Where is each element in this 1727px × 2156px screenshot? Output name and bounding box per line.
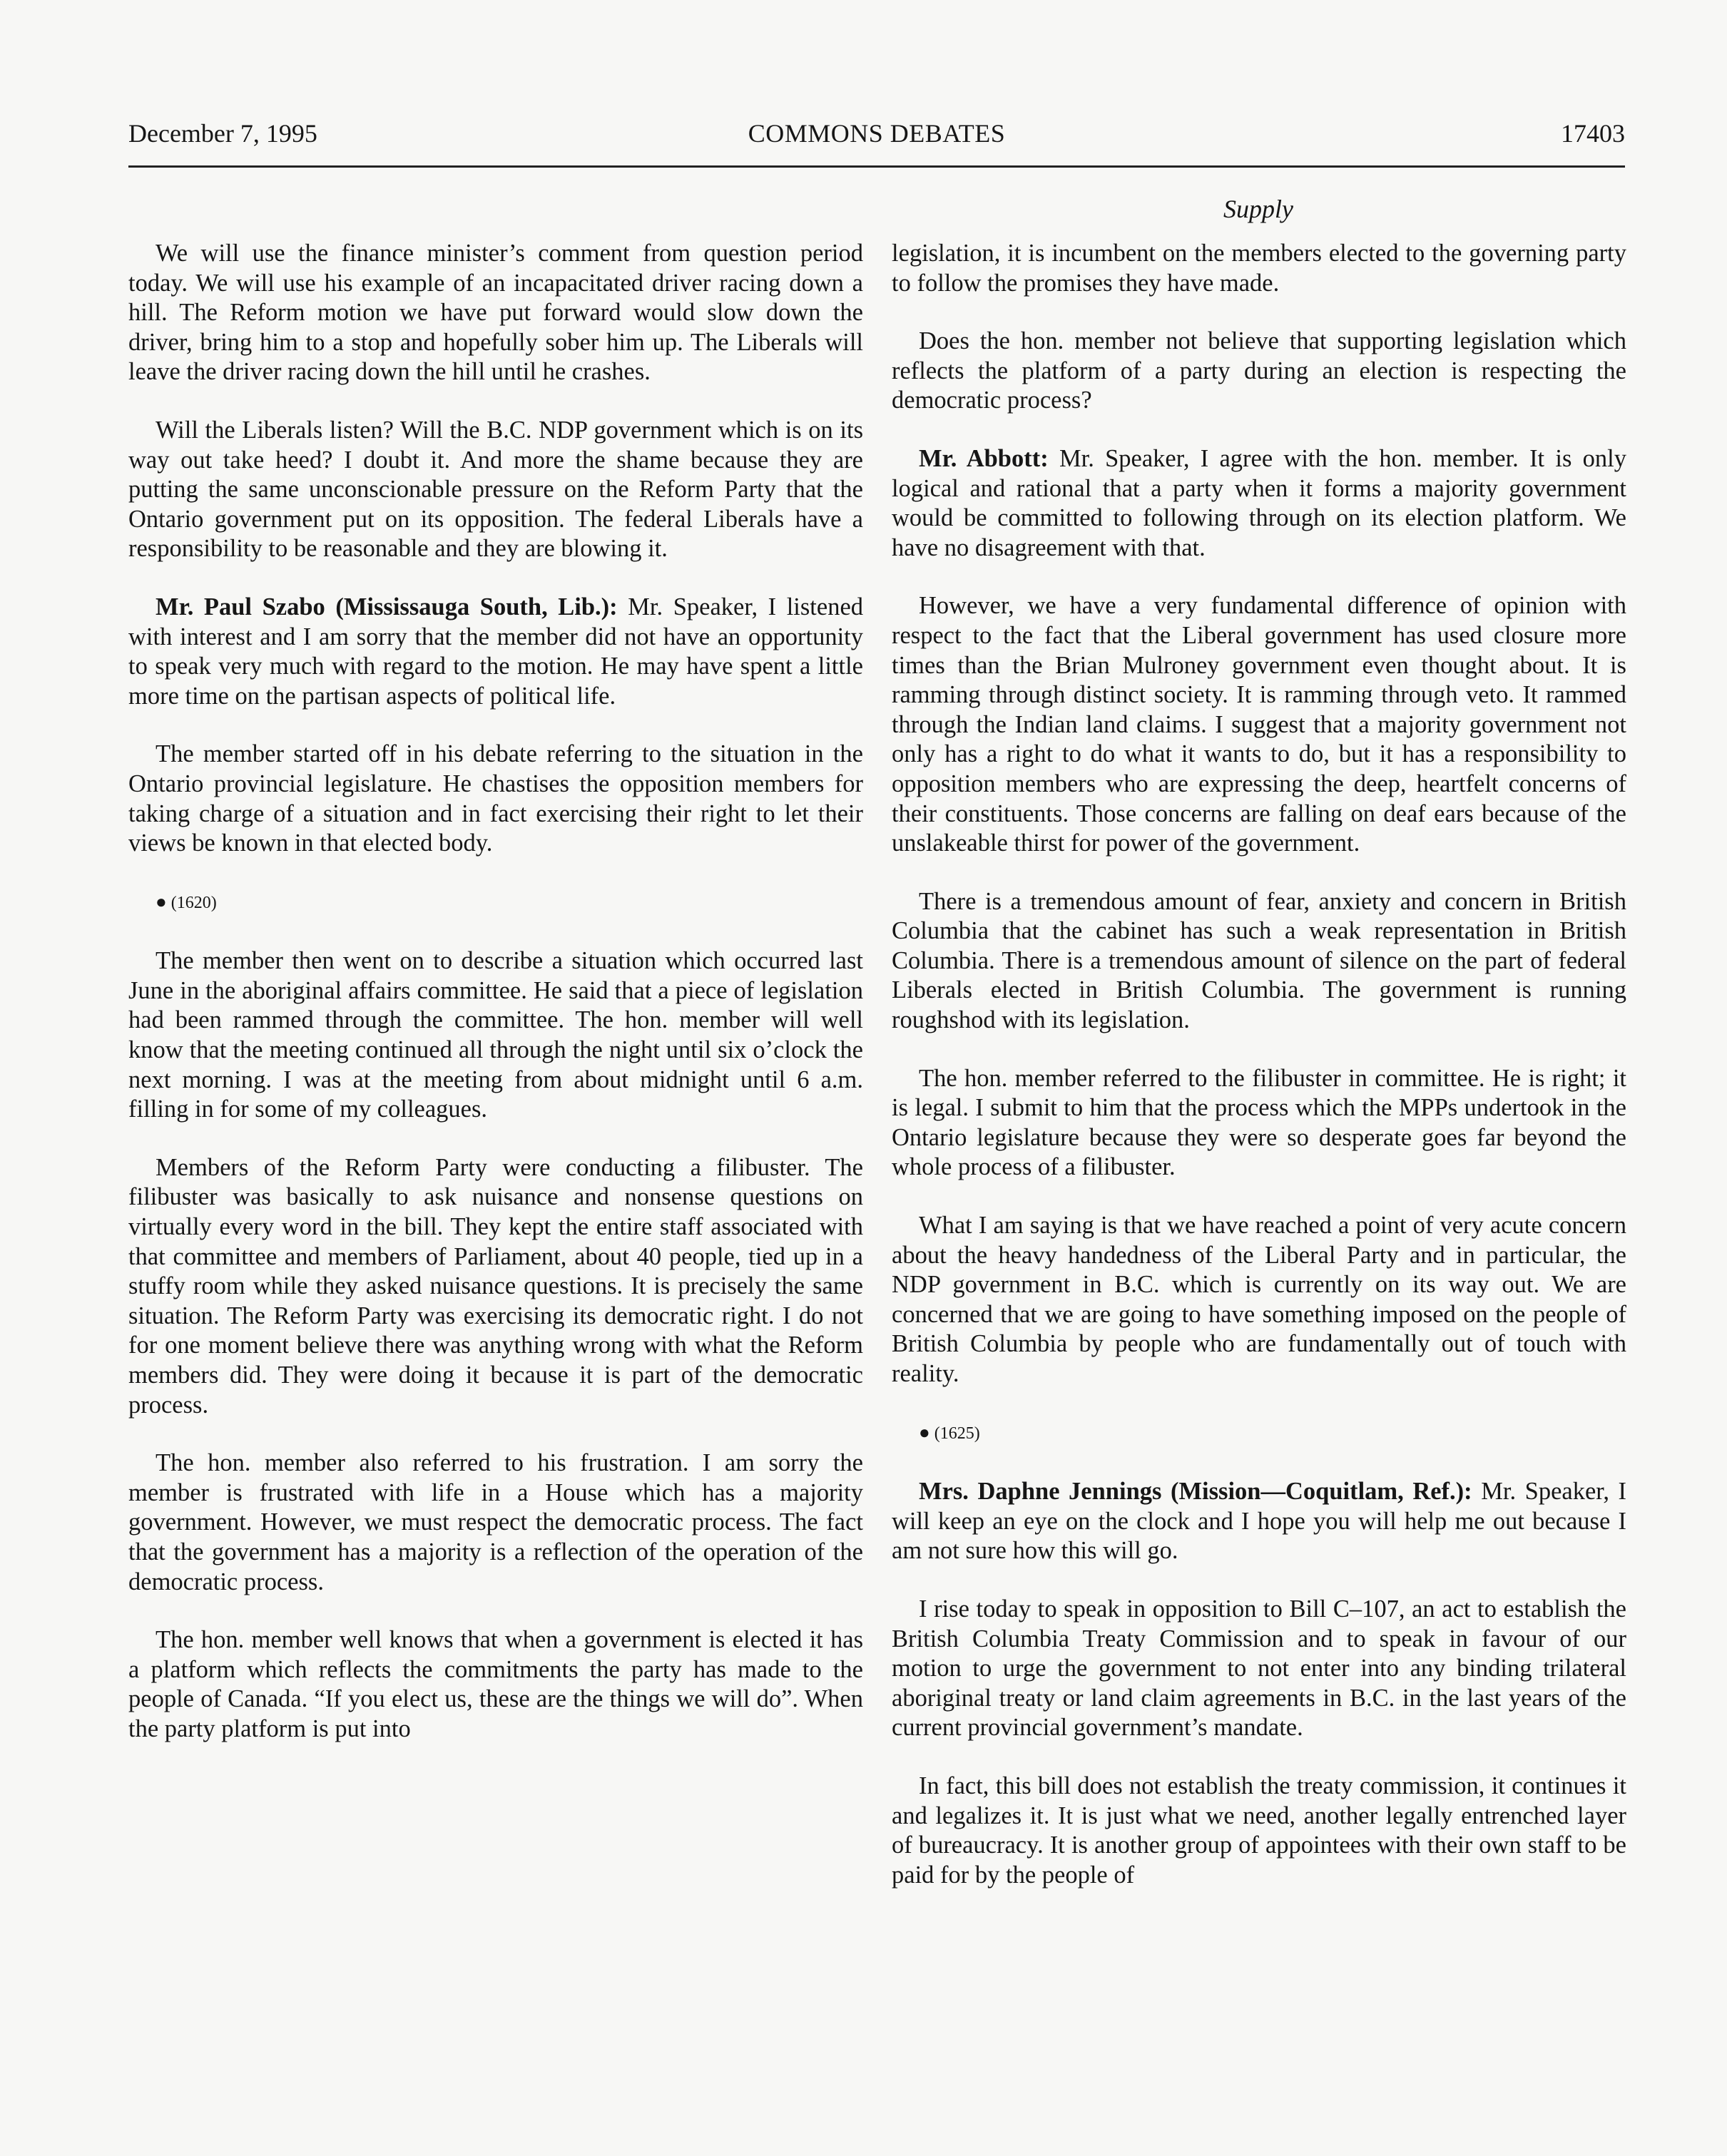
paragraph bbox=[892, 1477, 1626, 1566]
paragraph: The hon. member referred to the filibuster in committee. He is right; it is legal. I submit to him that the process which the MPPs undertook in the Ontario legislature because they were so desperate goes far beyond the whole process of a filibuster. bbox=[892, 1064, 1626, 1181]
paragraph: We will use the finance minister’s comment from question period today. We will use his example of an incapacitated driver racing down a hill. The Reform motion we have put forward would slow down the driver, bring him to a stop and hopefully sober him up. The Liberals will leave the driver racing down the hill until he crashes. bbox=[128, 240, 863, 386]
paragraph: In fact, this bill does not establish the treaty commission, it continues it and legalizes it. It is just what we need, another legally entrenched layer of bureaucracy. It is another group of appointees with their own staff to be paid for by the people of bbox=[892, 1772, 1626, 1889]
paragraph: The member started off in his debate referring to the situation in the Ontario provincial legislature. He chastises the opposition members for taking charge of a situation and in fact exercising their right to let their views be known in that elected body. bbox=[128, 740, 863, 857]
right-column bbox=[892, 239, 1626, 1919]
paragraph: The member then went on to describe a situation which occurred last June in the aboriginal affairs committee. He said that a piece of legislation had been rammed through the committee. The hon. member will well know that the meeting continued all through the night until six o’clock the next morning. I was at the meeting from about midnight until 6 a.m. filling in for some of my colleagues. bbox=[128, 947, 863, 1123]
paragraph bbox=[892, 444, 1626, 563]
paragraph: However, we have a very fundamental difference of opinion with respect to the fact that the Liberal government has used closure more times than the Brian Mulroney government even thought about. It is ramming through distinct society. It is ramming through veto. It rammed through the Indian land claims. I suggest that a majority government not only has a right to do what it wants to do, but it has a responsibility to opposition members who are expressing the deep, heartfelt concerns of their constituents. Those concerns are falling on deaf ears because of the unslakeable thirst for power of the government. bbox=[892, 592, 1626, 857]
section-heading: Supply bbox=[1223, 195, 1293, 223]
paragraph: The hon. member well knows that when a government is elected it has a platform which reflects the commitments the party has made to the people of Canada. “If you elect us, these are the things we will do”. When the party platform is put into bbox=[128, 1626, 863, 1742]
header-date: December 7, 1995 bbox=[128, 119, 317, 148]
speaker-name: Mr. Paul Szabo (Mississauga South, Lib.): bbox=[156, 593, 618, 620]
speaker-name: Mrs. Daphne Jennings (Mission—Coquitlam, Ref.): bbox=[919, 1478, 1472, 1506]
speech-text: Mr. Speaker, I will keep an eye on the clock and I hope you will help me out because I am not sure how this will go. bbox=[892, 1478, 1627, 1565]
time-marker bbox=[892, 1418, 1626, 1449]
speech-text: Mr. Speaker, I agree with the hon. member. It is only logical and rational that a party when it forms a majority government would be committed to following through on its election platform. We have no disagreement with that. bbox=[892, 444, 1627, 561]
page-number: 17403 bbox=[1561, 119, 1625, 148]
paragraph: What I am saying is that we have reached a point of very acute concern about the heavy handedness of the Liberal Party and in particular, the NDP government in B.C. which is currently on its way out. We are concerned that we are going to have something imposed on the people of British Columbia by people who are fundamentally out of touch with reality. bbox=[892, 1212, 1626, 1387]
time-marker-label: (1620) bbox=[170, 893, 217, 912]
bullet-dot-icon: ● bbox=[156, 891, 167, 912]
header-rule bbox=[128, 165, 1625, 168]
paragraph: The hon. member also referred to his frustration. I am sorry the member is frustrated with life in a House which has a majority government. However, we must respect the democratic process. The fact that the government has a majority is a reflection of the operation of the democratic process. bbox=[128, 1449, 863, 1595]
paragraph: Members of the Reform Party were conducting a filibuster. The filibuster was basically to ask nuisance and nonsense questions on virtually every word in the bill. They kept the entire staff associated with that committee and members of Parliament, about 40 people, tied up in a stuffy room while they asked nuisance questions. It is precisely the same situation. The Reform Party was exercising its democratic right. I do not for one moment believe there was anything wrong with what the Reform members did. They were doing it because it is part of the democratic process. bbox=[128, 1153, 863, 1419]
paragraph: Does the hon. member not believe that supporting legislation which reflects the platform of a party during an election is respecting the democratic process? bbox=[892, 327, 1626, 414]
time-marker-label: (1625) bbox=[934, 1424, 980, 1443]
paragraph: legislation, it is incumbent on the members elected to the governing party to follow the promises they have made. bbox=[892, 240, 1626, 297]
speech-text: Mr. Speaker, I listened with interest and I am sorry that the member did not have an opportunity to speak very much with regard to the motion. He may have spent a little more time on the partisan aspects of political life. bbox=[128, 593, 864, 710]
paragraph: Will the Liberals listen? Will the B.C. NDP government which is on its way out take heed? I doubt it. And more the shame because they are putting the same unconscionable pressure on the Reform Party that the Ontario government put on its opposition. The federal Liberals have a responsibility to be reasonable and they are blowing it. bbox=[128, 416, 863, 563]
header-title: COMMONS DEBATES bbox=[748, 119, 1006, 148]
bullet-dot-icon: ● bbox=[919, 1421, 930, 1443]
paragraph bbox=[128, 593, 863, 711]
page-header bbox=[128, 118, 1625, 154]
left-column bbox=[128, 239, 863, 1773]
speaker-name: Mr. Abbott: bbox=[919, 444, 1049, 472]
time-marker bbox=[128, 887, 863, 919]
paragraph: There is a tremendous amount of fear, anxiety and concern in British Columbia that the cabinet has such a weak representation in British Columbia. There is a tremendous amount of silence on the part of federal Liberals elected in British Columbia. The government is running roughshod with its legislation. bbox=[892, 887, 1626, 1034]
paragraph: I rise today to speak in opposition to Bill C–107, an act to establish the British Columbia Treaty Commission and to speak in favour of our motion to urge the government to not enter into any binding trilateral aboriginal treaty or land claim agreements in B.C. in the last years of the current provincial government’s mandate. bbox=[892, 1595, 1626, 1742]
